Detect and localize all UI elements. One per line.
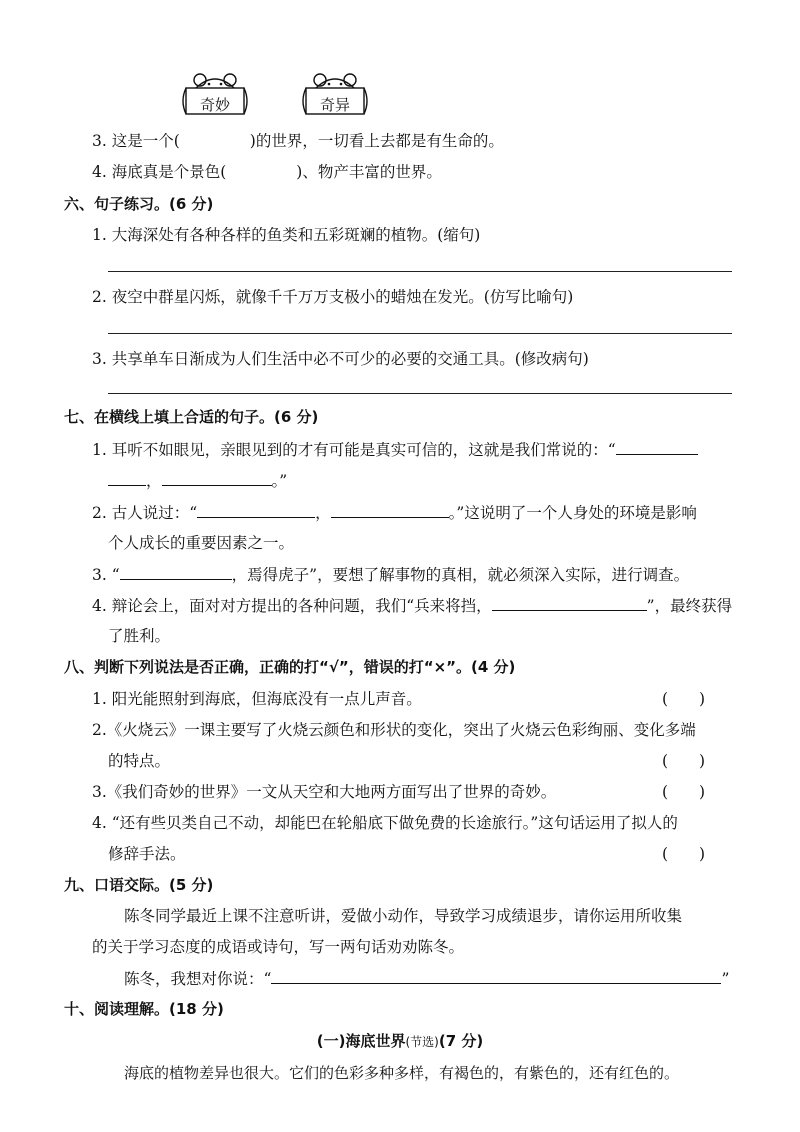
s7-item-1 [92,438,698,461]
reading-subtitle-score: (7 分) [438,1032,484,1050]
s6-item-1: 1. 大海深处有各种各样的鱼类和五彩斑斓的植物。(缩句) [92,226,481,244]
word-tag-2 [298,72,372,118]
s7-item-2-text: 2. 古人说过：“ [92,504,198,522]
word-tag-text: 奇妙 [199,96,230,114]
s8-item-1: 1. 阳光能照射到海底，但海底没有一点儿声音。 [92,690,422,708]
fill-blank[interactable] [271,967,721,984]
answer-line[interactable] [108,271,732,272]
s9-answer [124,967,729,990]
answer-bracket[interactable]: ( ) [662,690,706,708]
s7-item-1-cont [108,469,287,492]
s6-item-3: 3. 共享单车日渐成为人们生活中必不可少的必要的交通工具。(修改病句) [92,350,589,368]
q5-item-4-text: 4. 海底真是个景色( [92,163,227,181]
word-tag-1 [178,72,252,118]
answer-line[interactable] [108,393,732,394]
section-7-title: 七、在横线上填上合适的句子。(6 分) [64,408,319,426]
close-quote: ” [721,970,730,988]
q5-item-3 [92,130,504,152]
s8-item-2-cont: 的特点。 [108,752,171,770]
fill-blank[interactable] [616,438,698,455]
s7-item-3 [92,563,689,586]
s6-item-2: 2. 夜空中群星闪烁，就像千千万万支极小的蜡烛在发光。(仿写比喻句) [92,288,574,306]
section-10-title: 十、阅读理解。(18 分) [64,1000,224,1018]
answer-line[interactable] [108,333,732,334]
reading-subtitle-note: (节选) [405,1035,439,1049]
answer-bracket[interactable]: ( ) [662,783,706,801]
s8-item-4: 4. “还有些贝类自己不动，却能巴在轮船底下做免费的长途旅行。”这句话运用了拟人的 [92,814,678,832]
s7-item-1-text: 1. 耳听不如眼见，亲眼见到的才有可能是真实可信的，这就是我们常说的：“ [92,441,616,459]
answer-bracket[interactable]: ( ) [662,845,706,863]
s7-item-4-text-end: ”，最终获得 [646,597,733,615]
s8-item-3: 3.《我们奇妙的世界》一文从天空和大地两方面写出了世界的奇妙。 [92,783,557,801]
comma: ， [146,472,162,490]
q5-item-4-text-end: )、物产丰富的世界。 [296,163,442,181]
s9-answer-prompt: 陈冬，我想对你说：“ [124,970,272,988]
q5-item-4 [92,161,442,183]
fill-blank[interactable] [331,501,449,518]
s7-item-2-text-end: 。”这说明了一个人身处的环境是影响 [448,504,697,522]
s8-item-4-cont: 修辞手法。 [108,845,186,863]
reading-subtitle [0,1030,800,1053]
fill-blank[interactable] [120,563,232,580]
section-6-title: 六、句子练习。(6 分) [64,195,214,213]
fill-blank[interactable] [108,469,146,486]
answer-bracket[interactable]: ( ) [662,752,706,770]
s7-item-1-end: 。” [271,472,288,490]
section-9-title: 九、口语交际。(5 分) [64,876,214,894]
s7-item-3-text: 3. “ [92,566,120,584]
q5-item-3-text-end: )的世界，一切看上去都是有生命的。 [249,132,504,150]
word-tag-text: 奇异 [319,96,350,114]
s7-item-4-text: 4. 辩论会上，面对对方提出的各种问题，我们“兵来将挡， [92,597,492,615]
s9-paragraph-2: 的关于学习态度的成语或诗句，写一两句话劝劝陈冬。 [92,938,465,956]
comma: ， [315,504,331,522]
q5-item-3-text: 3. 这是一个( [92,132,180,150]
s7-item-4 [92,594,732,617]
s7-item-2 [92,501,697,524]
s7-item-4-cont: 了胜利。 [108,627,171,645]
fill-blank[interactable] [492,594,647,611]
fill-blank[interactable] [197,501,315,518]
reading-paragraph-1: 海底的植物差异也很大。它们的色彩多种多样，有褐色的，有紫色的，还有红色的。 [124,1064,680,1082]
reading-subtitle-text: (一)海底世界 [316,1032,406,1050]
fill-blank[interactable] [162,469,272,486]
section-8-title: 八、判断下列说法是否正确，正确的打“√”，错误的打“×”。(4 分) [64,658,516,676]
s7-item-3-text-end: ，焉得虎子”，要想了解事物的真相，就必须深入实际，进行调查。 [231,566,690,584]
s7-item-2-cont: 个人成长的重要因素之一。 [108,534,295,552]
s8-item-2: 2.《火烧云》一课主要写了火烧云颜色和形状的变化，突出了火烧云色彩绚丽、变化多端 [92,721,696,739]
s9-paragraph-1: 陈冬同学最近上课不注意听讲，爱做小动作，导致学习成绩退步，请你运用所收集 [124,907,683,925]
